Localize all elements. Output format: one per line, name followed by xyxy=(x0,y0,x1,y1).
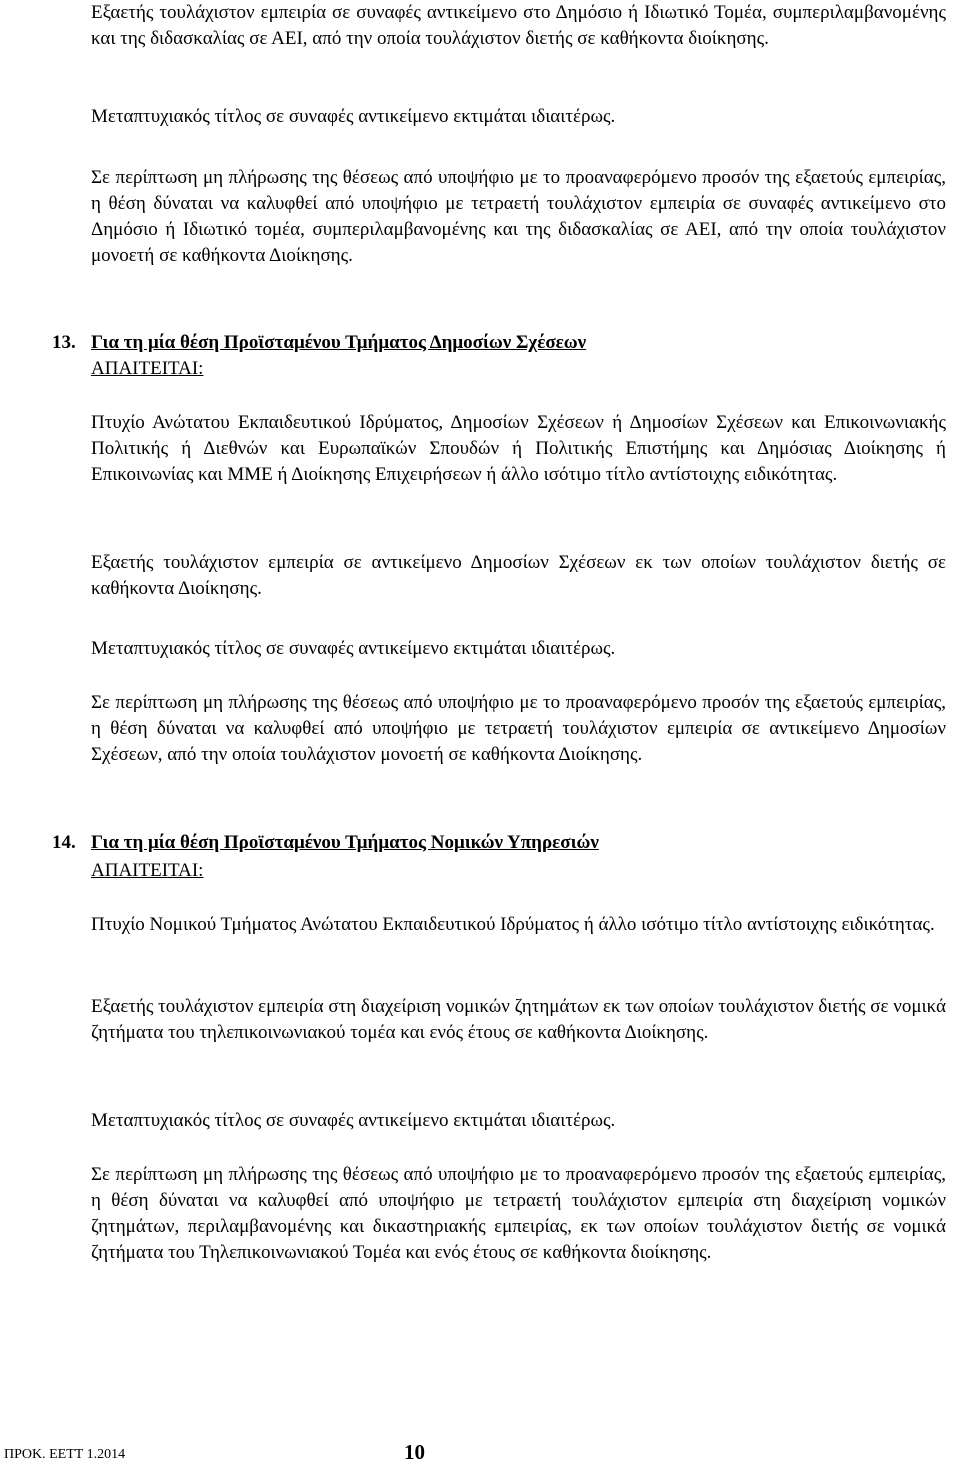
paragraph-masters: Μεταπτυχιακός τίτλος σε συναφές αντικείμενο εκτιμάται ιδιαιτέρως. xyxy=(91,106,616,127)
section-13-number: 13. xyxy=(52,332,76,353)
section-14-experience: Εξαετής τουλάχιστον εμπειρία στη διαχείριση νομικών ζητημάτων εκ των οποίων τουλάχιστον διετής σε νομικά ζητήματα του τηλεπικοινωνιακού τομέα και ενός έτους σε καθήκοντα Διοίκησης. xyxy=(91,996,946,1043)
section-13-degree: Πτυχίο Ανώτατου Εκπαιδευτικού Ιδρύματος, Δημοσίων Σχέσεων ή Δημοσίων Σχέσεων και Επικοινωνιακής Πολιτικής ή Διεθνών και Ευρωπαϊκών Σπουδών ή Πολιτικής Επιστήμης και Δημόσιας Διοίκησης ή Επικοινωνίας και ΜΜΕ ή Διοίκησης Επιχειρήσεων ή άλλο ισότιμο τίτλο αντίστοιχης ειδικότητας. xyxy=(91,412,946,485)
section-13-masters: Μεταπτυχιακός τίτλος σε συναφές αντικείμενο εκτιμάται ιδιαιτέρως. xyxy=(91,638,616,659)
section-13-requires: ΑΠΑΙΤΕΙΤΑΙ: xyxy=(91,358,204,379)
paragraph-alternative: Σε περίπτωση μη πλήρωσης της θέσεως από υποψήφιο με το προαναφερόμενο προσόν της εξαετούς εμπειρίας, η θέση δύναται να καλυφθεί από υποψήφιο με τετραετή τουλάχιστον εμπειρία σε συναφές αντικείμενο στο Δημόσιο ή Ιδιωτικό τομέα, συμπεριλαμβανομένης και της διδασκαλίας σε ΑΕΙ, από την οποία τουλάχιστον μονοετή σε καθήκοντα Διοίκησης. xyxy=(91,167,946,266)
section-13-title: Για τη μία θέση Προϊσταμένου Τμήματος Δημοσίων Σχέσεων xyxy=(91,332,587,353)
section-14-degree: Πτυχίο Νομικού Τμήματος Ανώτατου Εκπαιδευτικού Ιδρύματος ή άλλο ισότιμο τίτλο αντίστοιχης ειδικότητας. xyxy=(91,914,935,935)
section-13-experience: Εξαετής τουλάχιστον εμπειρία σε αντικείμενο Δημοσίων Σχέσεων εκ των οποίων τουλάχιστον διετής σε καθήκοντα Διοίκησης. xyxy=(91,552,946,599)
section-14-requires: ΑΠΑΙΤΕΙΤΑΙ: xyxy=(91,860,204,881)
section-14-masters: Μεταπτυχιακός τίτλος σε συναφές αντικείμενο εκτιμάται ιδιαιτέρως. xyxy=(91,1110,616,1131)
page-number: 10 xyxy=(404,1440,425,1464)
paragraph-experience: Εξαετής τουλάχιστον εμπειρία σε συναφές αντικείμενο στο Δημόσιο ή Ιδιωτικό Τομέα, συμπεριλαμβανομένης και της διδασκαλίας σε ΑΕΙ, από την οποία τουλάχιστον διετής σε καθήκοντα διοίκησης. xyxy=(91,2,946,49)
section-14-title: Για τη μία θέση Προϊσταμένου Τμήματος Νομικών Υπηρεσιών xyxy=(91,832,599,853)
section-14-number: 14. xyxy=(52,832,76,853)
section-14-alternative: Σε περίπτωση μη πλήρωσης της θέσεως από υποψήφιο με το προαναφερόμενο προσόν της εξαετούς εμπειρίας, η θέση δύναται να καλυφθεί από υποψήφιο με τετραετή τουλάχιστον εμπειρία στη διαχείριση νομικών ζητημάτων, περιλαμβανομένης και δικαστηριακής εμπειρίας, εκ των οποίων τουλάχιστον διετής σε νομικά ζητήματα του Τηλεπικοινωνιακού Τομέα και ενός έτους σε καθήκοντα διοίκησης. xyxy=(91,1164,946,1263)
footer-reference: ΠΡΟΚ. ΕΕΤΤ 1.2014 xyxy=(4,1447,126,1462)
section-13-alternative: Σε περίπτωση μη πλήρωσης της θέσεως από υποψήφιο με το προαναφερόμενο προσόν της εξαετούς εμπειρίας, η θέση δύναται να καλυφθεί από υποψήφιο με τετραετή τουλάχιστον εμπειρία σε αντικείμενο Δημοσίων Σχέσεων, από την οποία τουλάχιστον μονοετή σε καθήκοντα Διοίκησης. xyxy=(91,692,946,765)
